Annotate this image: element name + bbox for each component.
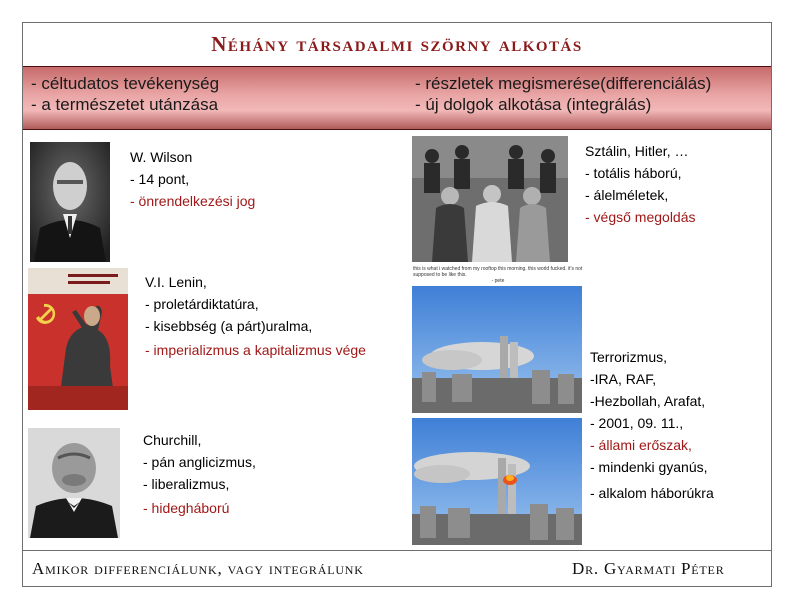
- photo-caption: [413, 266, 583, 284]
- yalta-photo: [412, 136, 568, 262]
- stalin-line: Sztálin, Hitler, …: [585, 143, 689, 159]
- lenin-poster: [28, 268, 128, 410]
- terror-highlight: - állami erőszak,: [590, 437, 692, 453]
- wtc-smoke-photo: [412, 286, 582, 413]
- footer-right: Dr. Gyarmati Péter: [572, 559, 725, 578]
- photo-caption-author: - pete: [491, 278, 505, 284]
- stalin-text: [585, 140, 696, 228]
- terror-line: - alkalom háborúkra: [590, 485, 714, 501]
- keyword-band: [23, 66, 771, 130]
- churchill-line: - liberalizmus,: [143, 476, 230, 492]
- band-item: - új dolgok alkotása (integrálás): [415, 95, 652, 114]
- band-item: - a természetet utánzása: [31, 95, 219, 114]
- churchill-photo: [28, 428, 120, 538]
- terror-line: Terrorizmus,: [590, 349, 668, 365]
- terror-line: - mindenki gyanús,: [590, 459, 708, 475]
- band-item: - részletek megismerése(differenciálás): [415, 74, 712, 93]
- wilson-photo: [30, 142, 110, 262]
- terror-line: -Hezbollah, Arafat,: [590, 393, 706, 409]
- terror-text: [590, 346, 714, 504]
- lenin-highlight: - imperializmus a kapitalizmus vége: [145, 342, 366, 358]
- lenin-text: [145, 271, 366, 361]
- band-right-column: [415, 73, 711, 115]
- photo-caption-text: this is what i watched from my rooftop this morning. this world fucked. it's not supposed to be like this.: [413, 266, 583, 278]
- churchill-line: - pán anglicizmus,: [143, 454, 256, 470]
- lenin-line: V.I. Lenin,: [145, 274, 207, 290]
- wilson-text: [130, 146, 255, 212]
- wilson-line: W. Wilson: [130, 149, 193, 165]
- wilson-line: - 14 pont,: [130, 171, 190, 187]
- wtc-fire-photo: [412, 418, 582, 545]
- terror-line: -IRA, RAF,: [590, 371, 657, 387]
- churchill-highlight: - hidegháború: [143, 500, 230, 516]
- churchill-line: Churchill,: [143, 432, 202, 448]
- footer-left: Amikor differenciálunk, vagy integrálunk: [32, 559, 364, 578]
- footer-divider: [23, 550, 771, 551]
- terror-line: - 2001, 09. 11.,: [590, 415, 684, 431]
- stalin-highlight: - végső megoldás: [585, 209, 696, 225]
- stalin-line: - totális háború,: [585, 165, 682, 181]
- band-item: - céltudatos tevékenység: [31, 74, 220, 93]
- lenin-line: - proletárdiktatúra,: [145, 296, 259, 312]
- slide-title: Néhány társadalmi szörny alkotás: [211, 32, 583, 56]
- band-left-column: [31, 73, 219, 115]
- churchill-text: [143, 429, 256, 519]
- stalin-line: - álelméletek,: [585, 187, 669, 203]
- wilson-highlight: - önrendelkezési jog: [130, 193, 256, 209]
- lenin-line: - kisebbség (a párt)uralma,: [145, 318, 313, 334]
